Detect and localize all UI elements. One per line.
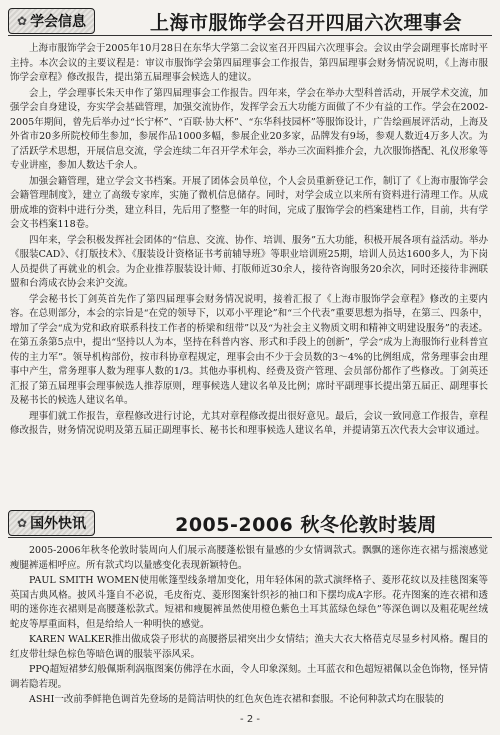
paragraph: PPQ超短裙梦幻般佩斯利涡瓶图案仿佛浮在水面，令人印象深刻。土耳蓝衣和色超短裙佩以金色饰物，怪异情调若隐若现。 xyxy=(10,664,488,690)
paragraph: 上海市服饰学会于2005年10月28日在东华大学第二会议室召开四届六次理事会。会议由学会副理事长席时平主持。本次会议的主要议程是：审议市服饰学会第四届理事会工作报告，第四届理事会财务情况说明，《上海市服饰学会章程》修改报告，提出第五届理事会候选人的建议。 xyxy=(10,43,488,83)
page-number: - 2 - xyxy=(240,714,260,725)
flower-icon: ✿ xyxy=(17,516,28,530)
paragraph: 加强会籍管理，建立学会文书档案。开展了团体会员单位，个人会员重新登记工作，制订了《上海市服饰学会会籍管理制度》，建立了高级专家库，实施了微机信息储存。同时，对学会成立以来所有资料进行清理工作。从成册成堆的资料中进行分类，建立科目，先后用了整整一年的时间，完成了服饰学会的档案建档工作，目前，共有学会文书档案118卷。 xyxy=(10,175,488,230)
article-title: 2005-2006 秋冬伦敦时装周 xyxy=(175,514,437,536)
paragraph: 学会秘书长丁剑英首先作了第四届理事会财务情况说明，接着汇报了《上海市服饰学会章程》修改的主要内容。在总则部分，本会的宗旨是“在党的领导下，以邓小平理论”和“三个代表”重要思想为指导，在第三、四条中，增加了学会“成为党和政府联系科技工作者的桥梁和纽带”以及“为社会主义物质文明和精神文明建设服务”的表述。在第五条第5点中，提出“坚持以人为本，坚持在科普内容、形式和手段上的创新”，学会“成为上海服饰行业科普宣传的主力军”。领导机构部份，按市科协章程规定，理事会由不少于会员数的3～4%的比例组成，常务理事会由理事中产生，常务理事人数为理事人数的1/3。其他办事机构、经费及资产管理、会员部份都作了些修改。丁剑英还汇报了第五届理事会理事候选人推荐原则，理事候选人建议名单及比例；席时平副理事长提出第五届正、副理事长及秘书长的候选人建议名单。 xyxy=(10,293,488,406)
section-header-foreign-news xyxy=(8,508,492,538)
article-title: 上海市服饰学会召开四届六次理事会 xyxy=(149,12,462,34)
paragraph: 理事们就工作报告，章程修改进行讨论，尤其对章程修改提出很好意见。最后，会议一致同意工作报告，章程修改报告，财务情况说明及第五届正副理事长、秘书长和理事候选人建议名单，并提请第五次代表大会审议通过。 xyxy=(10,410,488,436)
divider xyxy=(8,35,492,36)
paragraph: ASHI一改前季鲜艳色调首先登场的是简洁明快的红色灰色连衣裙和套服。不论何种款式均在服装的 xyxy=(29,694,444,705)
paragraph: 四年来，学会积极发挥社会团体的“信息、交流、协作、培训、服务”五大功能，积极开展各项有益活动。举办《服装CAD》、《打版技术》、《服装设计资格证书考前辅导班》等职业培训班25期，培训人员达1600多人，为下岗人员提供了再就业的机会。为企业推荐服装设计师、打版师近30余人，接待咨询服务20余次，同时还接待非洲联盟和台湾成衣协会来沪交流。 xyxy=(10,234,488,289)
section-badge-label: 学会信息 xyxy=(30,14,87,30)
paragraph: PAUL SMITH WOMEN使用帐篷型线条增加变化，用年轻体闲的款式演绎格子、菱形花纹以及挂毯图案等英国古典风格。披风斗篷自不必说，毛皮衔克、菱形图案针织衫的袖口和下摆均成A字形。花卉图案的连衣裙和透明的迷你连衣裙则是高腰蓬松款式。短裙和瘦腿裤虽然使用橙色紫色土耳其蓝绿色绿色”等深色调以及粗花呢丝绒蛇皮等厚重面料，但是给给人一种明快的感觉。 xyxy=(10,575,488,630)
paragraph: 会上，学会理事长朱天申作了第四届理事会工作报告。四年来，学会在举办大型科普活动，开展学术交流，加强学会自身建设，夯实学会基础管理，加强交流协作，发挥学会五大功能方面做了不少有益的工作。学会在2002-2005年期间，曾先后举办过“长宁杯”、“百联·协大杯”、“东华科技园杯”等服饰设计，广告绘画展评活动，上海及外省市20多所院校师生参加，参展作品1000多幅，参展企业20多家，品牌发有9场，参观人数近4万多人次。为了活跃学术思想，开展信息交流，学会连续二年召开学术年会，举办三次面料推介会，九次服饰搭配、礼仪形象等专业讲座，参加人数达千余人。 xyxy=(10,87,488,171)
flower-icon: ✿ xyxy=(17,14,28,28)
section-badge-label: 国外快讯 xyxy=(30,516,87,532)
paragraph: 2005-2006年秋冬伦敦时装周向人们展示高腰蓬松银有量感的少女情调款式。飘飘的迷你连衣裙与摇滚感觉瘦腿裤遥相呼应。所有款式均以量感变化表现新颖特色。 xyxy=(10,545,488,571)
section-badge xyxy=(8,510,95,536)
section-header-society-news xyxy=(8,6,492,36)
paragraph: KAREN WALKER推出做成袋子形状的高腰搭层裙突出少女情结；渔夫大衣大格蓓克尽显乡村风格。醒目的红皮带壮绿色棕色等暗色调的服装平添风采。 xyxy=(10,634,488,660)
section-badge xyxy=(8,8,95,34)
divider xyxy=(8,537,492,538)
article-body xyxy=(10,42,488,440)
article-body xyxy=(10,544,488,709)
